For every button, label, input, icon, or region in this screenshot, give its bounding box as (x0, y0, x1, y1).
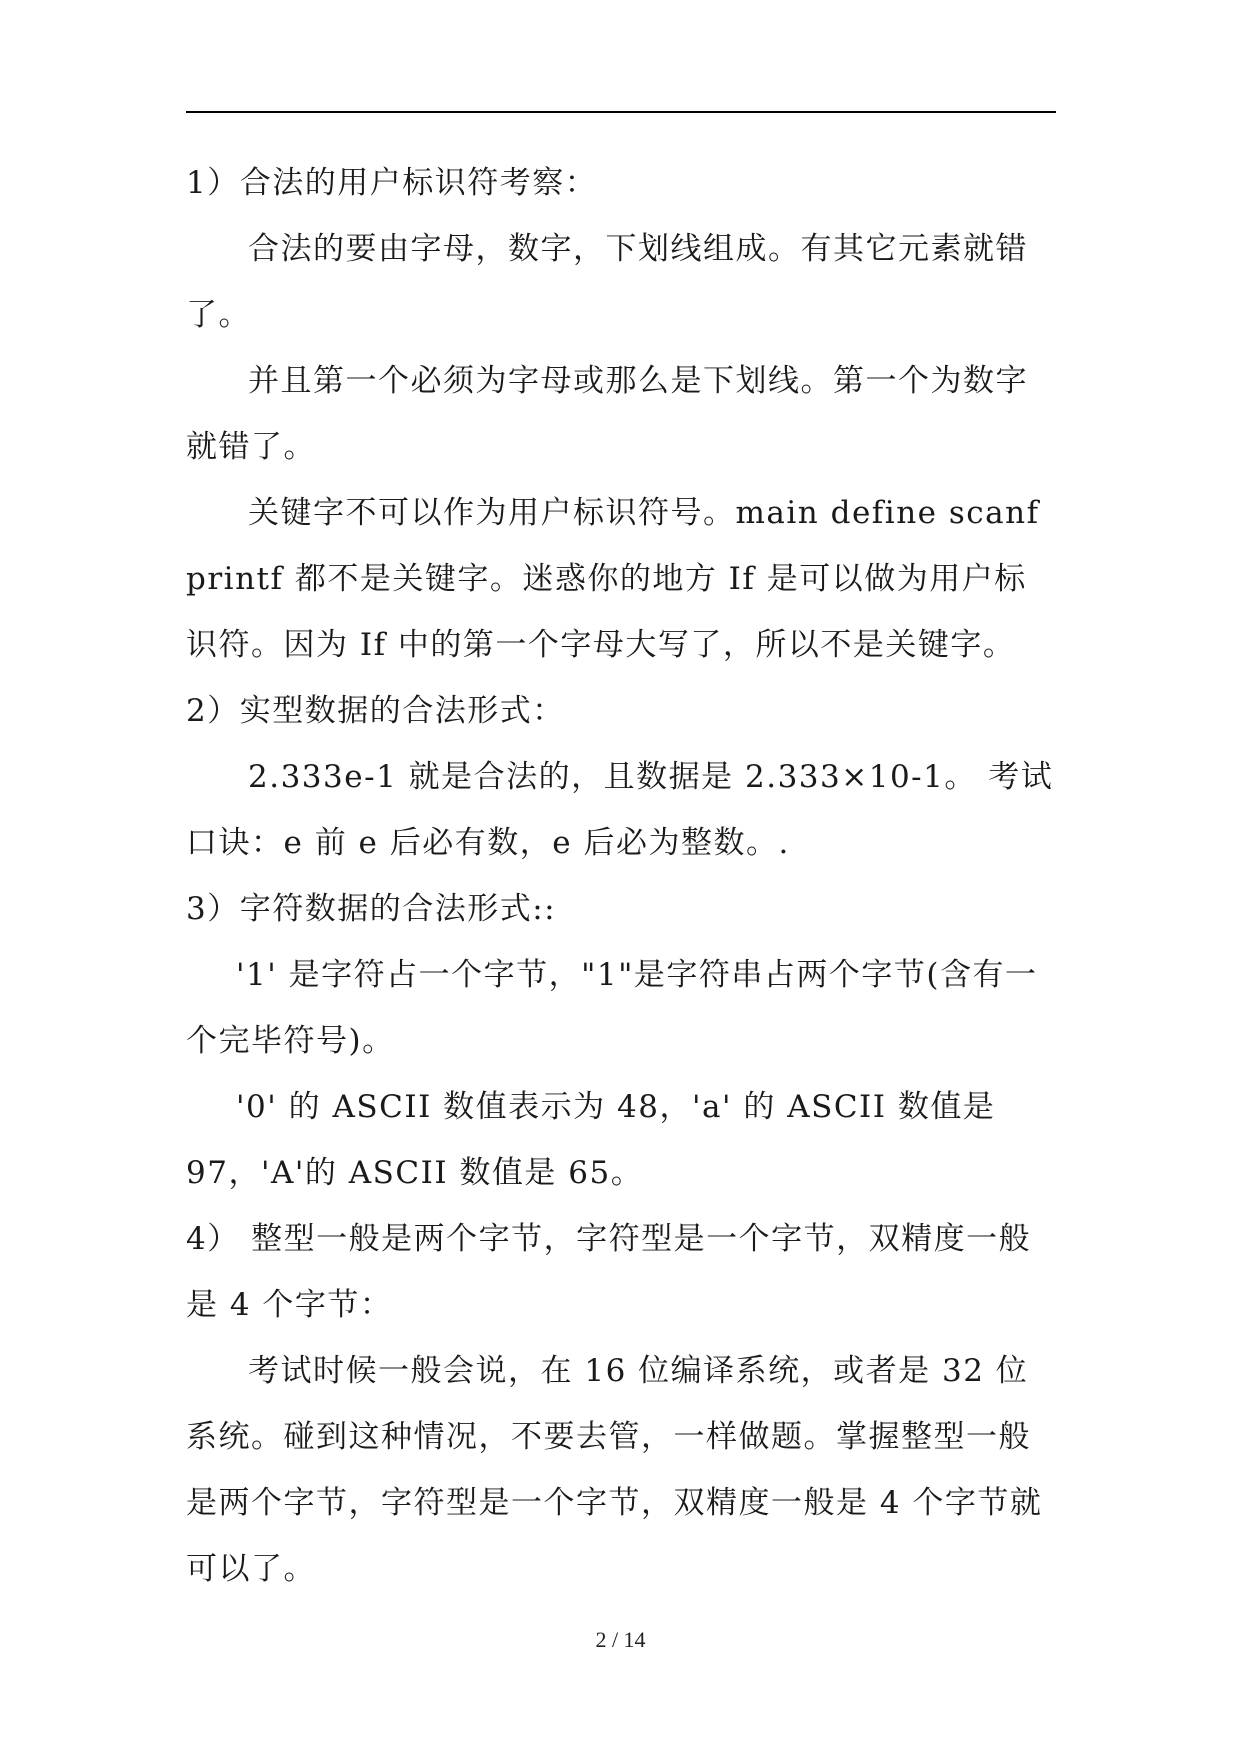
header-rule (186, 111, 1056, 113)
page-number: 2 / 14 (595, 1627, 646, 1652)
paragraph-exam-tips: 考试时候一般会说，在 16 位编译系统，或者是 32 位系统。碰到这种情况，不要去管，一样做题。掌握整型一般是两个字节，字符型是一个字节，双精度一般是 4 个字节就可以了。 (186, 1353, 1043, 1587)
section-heading-3: 3）字符数据的合法形式:: (186, 891, 557, 927)
paragraph-identifier-first-char: 并且第一个必须为字母或那么是下划线。第一个为数字就错了。 (186, 363, 1028, 465)
paragraph-real-data: 2.333e-1 就是合法的，且数据是 2.333×10-1。 考试口诀：e 前 e 后必有数，e 后必为整数。. (186, 759, 1054, 861)
paragraph-keywords: 关键字不可以作为用户标识符号。main define scanf printf 都不是关键字。迷惑你的地方 If 是可以做为用户标识符。因为 If 中的第一个字母大写了，所以不是关键字。 (186, 495, 1040, 663)
section-heading-2: 2）实型数据的合法形式： (186, 693, 565, 729)
paragraph-identifier-composition: 合法的要由字母，数字，下划线组成。有其它元素就错了。 (186, 231, 1028, 333)
paragraph-ascii-values: '0' 的 ASCII 数值表示为 48，'a' 的 ASCII 数值是 97，'A'的 ASCII 数值是 65。 (186, 1089, 996, 1191)
section-heading-1: 1）合法的用户标识符考察： (186, 165, 598, 201)
section-heading-4: 4） 整型一般是两个字节，字符型是一个字节，双精度一般是 4 个字节： (186, 1221, 1032, 1323)
paragraph-char-vs-string: '1' 是字符占一个字节，"1"是字符串占两个字节(含有一个完毕符号)。 (186, 957, 1038, 1059)
document-body (186, 150, 1056, 1602)
